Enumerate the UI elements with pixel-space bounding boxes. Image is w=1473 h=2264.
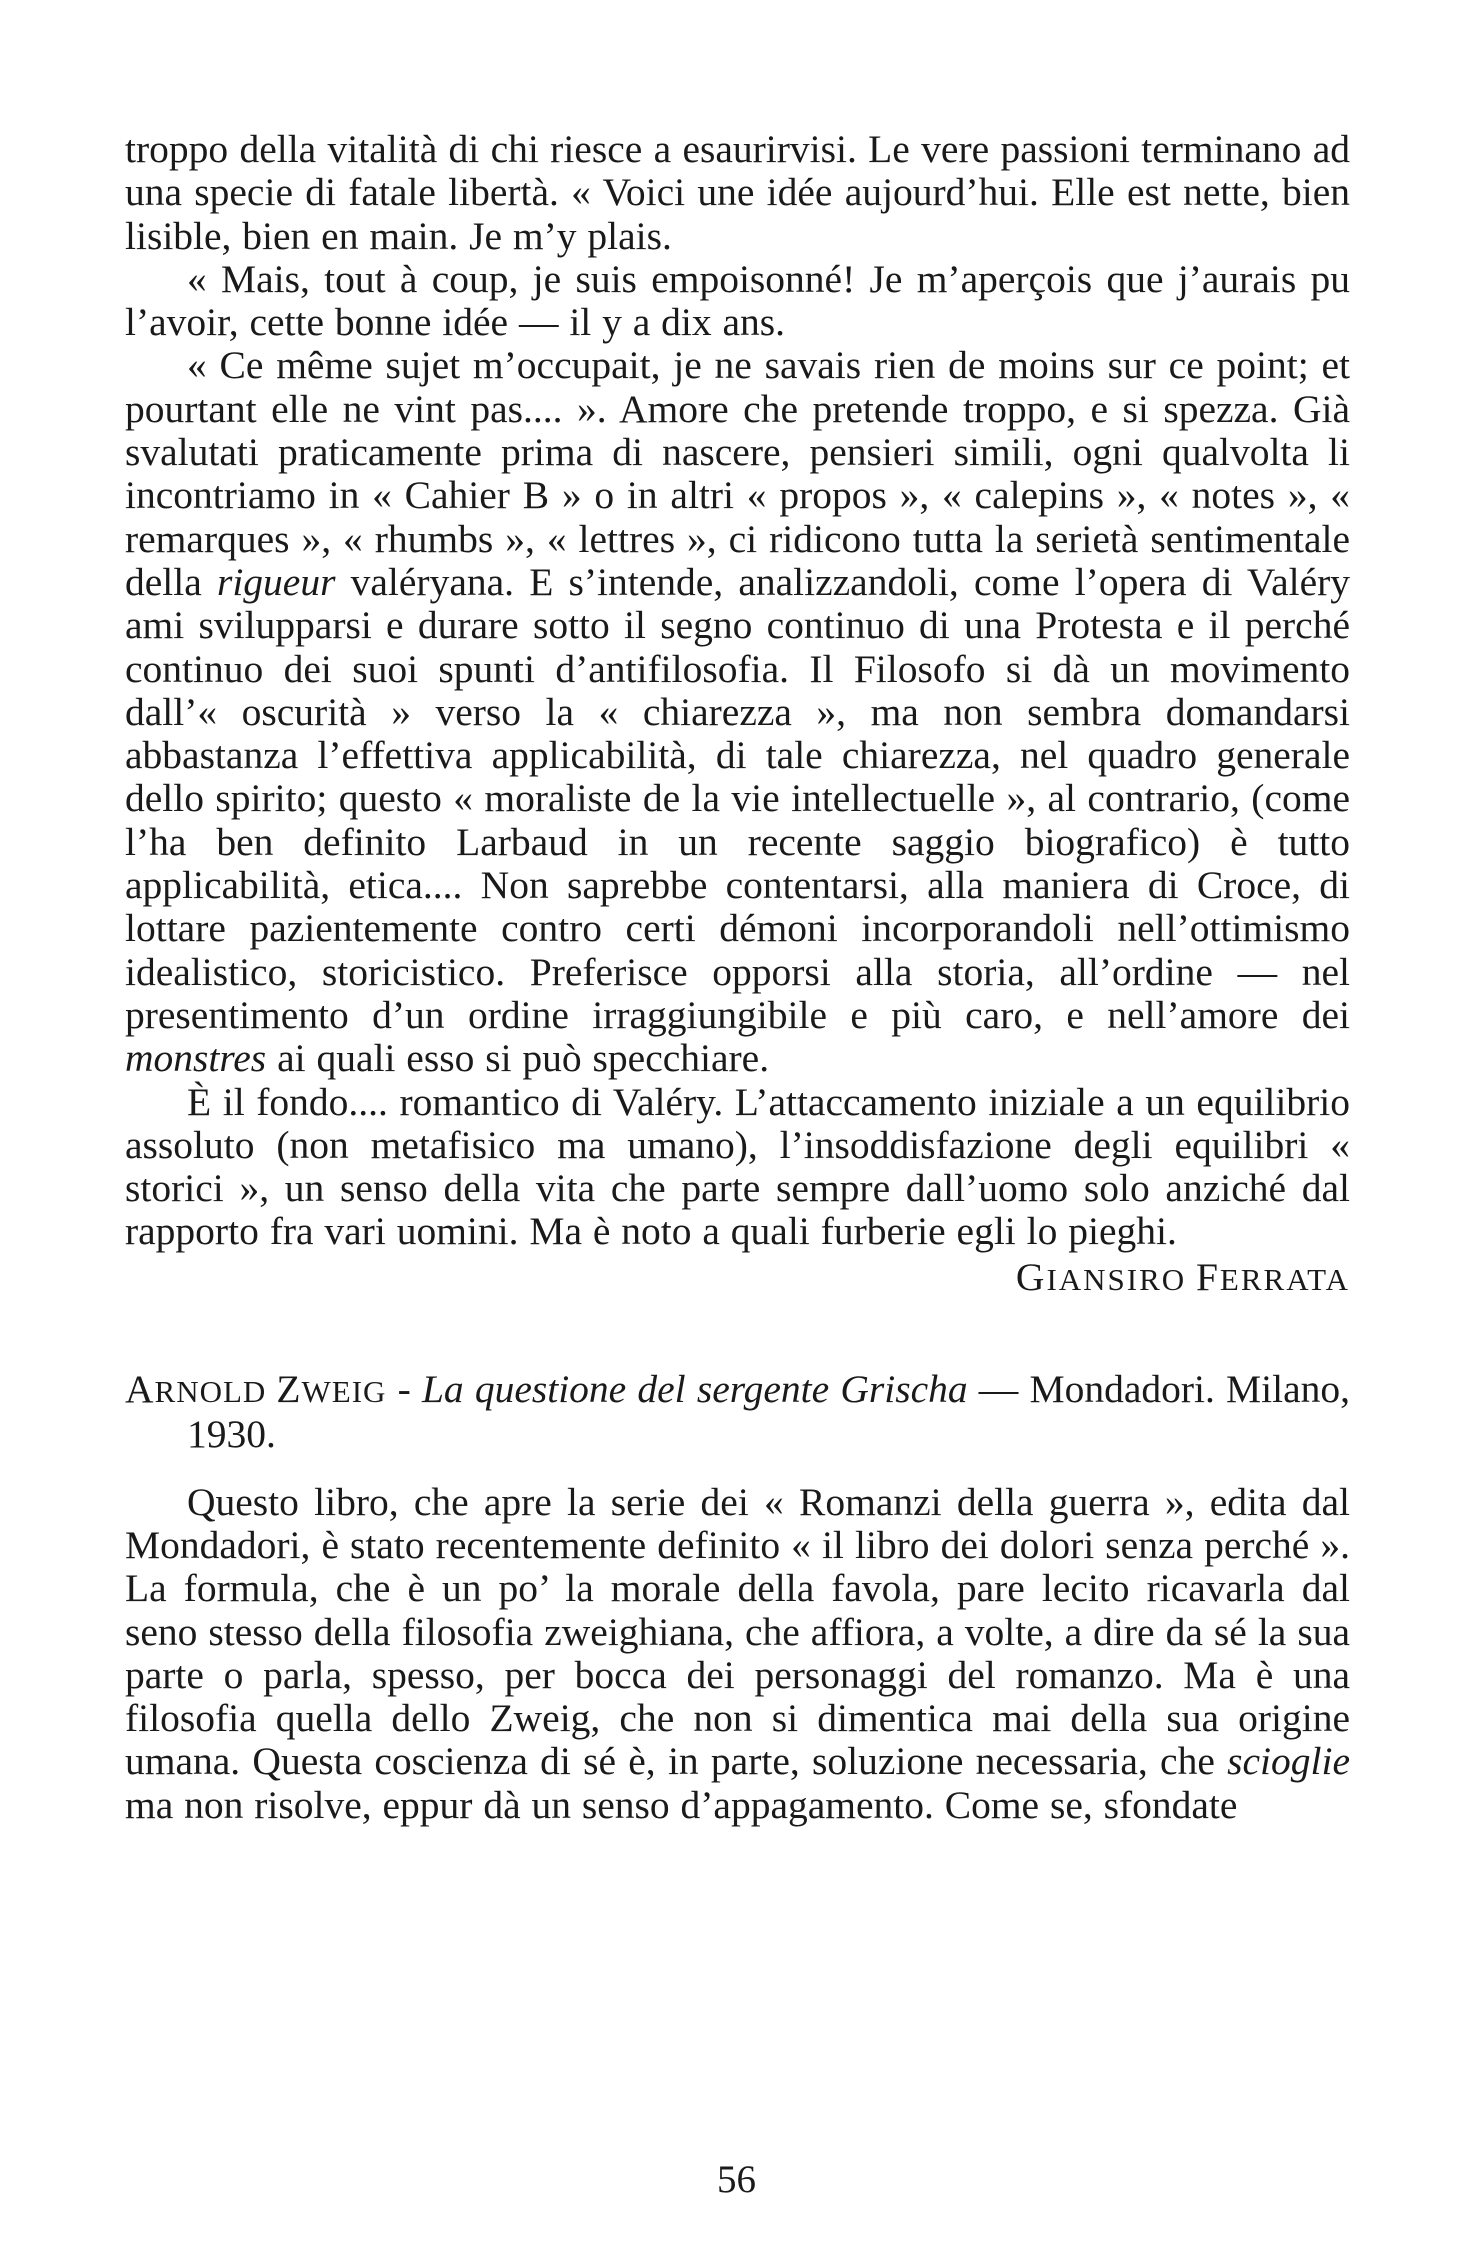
review-book-title: La questione del sergente Grischa <box>421 1367 968 1412</box>
review-author: ARNOLD ZWEIG <box>125 1367 387 1412</box>
paragraph-quote-1: « Mais, tout à coup, je suis empoisonné! Je m’aperçois que j’aurais pu l’avoir, cette bonne idée — il y a dix ans. <box>125 256 1350 345</box>
review-body: Questo libro, che apre la serie dei « Romanzi della guerra », edita dal Mondadori, è stato recentemente definito « il libro dei dolori senza perché ». La formula, che è un po’ la morale della favola, pare lecito ricavarla dal seno stesso della filosofia zweighiana, che affiora, a volte, a dire da sé la sua parte o parla, spesso, per bocca dei personaggi del romanzo. Ma è una filosofia quella dello Zweig, che non si dimentica mai della sua origine umana. Questa coscienza di sé è, in parte, soluzione necessaria, che scioglie ma non risolve, eppur dà un senso d’appagamento. Come se, sfondate <box>125 1479 1350 1827</box>
italic-monstres: monstres <box>125 1036 267 1081</box>
italic-rigueur: rigueur <box>216 559 336 604</box>
paragraph-continued: troppo della vitalità di chi riesce a esaurirvisi. Le vere passioni terminano ad una specie di fatale libertà. « Voici une idée aujourd’hui. Elle est nette, bien lisible, bien en main. Je m’y plais. <box>125 127 1350 258</box>
author-signature: GIANSIRO FERRATA <box>1015 1254 1350 1299</box>
paragraph-quote-2: « Ce même sujet m’occupait, je ne savais rien de moins sur ce point; et pourtant elle ne vint pas.... ». Amore che pretende troppo, e si spezza. Già svalutati praticamente prima di nascere, pensieri simili, ogni qualvolta li incontriamo in « Cahier B » o in altri « propos », « calepins », « notes », « remarques », « rhumbs », « lettres », ci ridicono tutta la serietà sentimentale della rigueur valéryana. E s’intende, analizzandoli, come l’opera di Valéry ami svilupparsi e durare sotto il segno continuo di una Protesta e il perché continuo dei suoi spunti d’antifilosofia. Il Filosofo si dà un movimento dall’« oscurità » verso la « chiarezza », ma non sembra domandarsi abbastanza l’effettiva applicabilità, di tale chiarezza, nel quadro generale dello spirito; questo « moraliste de la vie intellectuelle », al contrario, (come l’ha ben definito Larbaud in un recente saggio biografico) è tutto applicabilità, etica.... Non saprebbe contentarsi, alla maniera di Croce, di lottare pazientemente contro certi démoni incorporandoli nell’ottimismo idealistico, storicistico. Preferisce opporsi alla storia, all’ordine — nel presentimento d’un ordine irraggiungibile e più caro, e nell’amore dei monstres ai quali esso si può specchiare. <box>125 343 1351 1081</box>
page-number: 56 <box>717 2158 756 2201</box>
page-content <box>125 128 1350 1827</box>
italic-scioglie: scioglie <box>1227 1739 1350 1784</box>
review-publisher: — Mondadori. Milano, 1930. <box>187 1367 1351 1457</box>
review-heading: ARNOLD ZWEIG - La questione del sergente Grischa — Mondadori. Milano, 1930. <box>125 1367 1351 1457</box>
paragraph-conclusion: È il fondo.... romantico di Valéry. L’attaccamento iniziale a un equilibrio assoluto (non metafisico ma umano), l’insoddisfazione degli equilibri « storici », un senso della vita che parte sempre dall’uomo solo anziché dal rapporto fra vari uomini. Ma è noto a quali furberie egli lo pieghi. <box>125 1079 1350 1254</box>
